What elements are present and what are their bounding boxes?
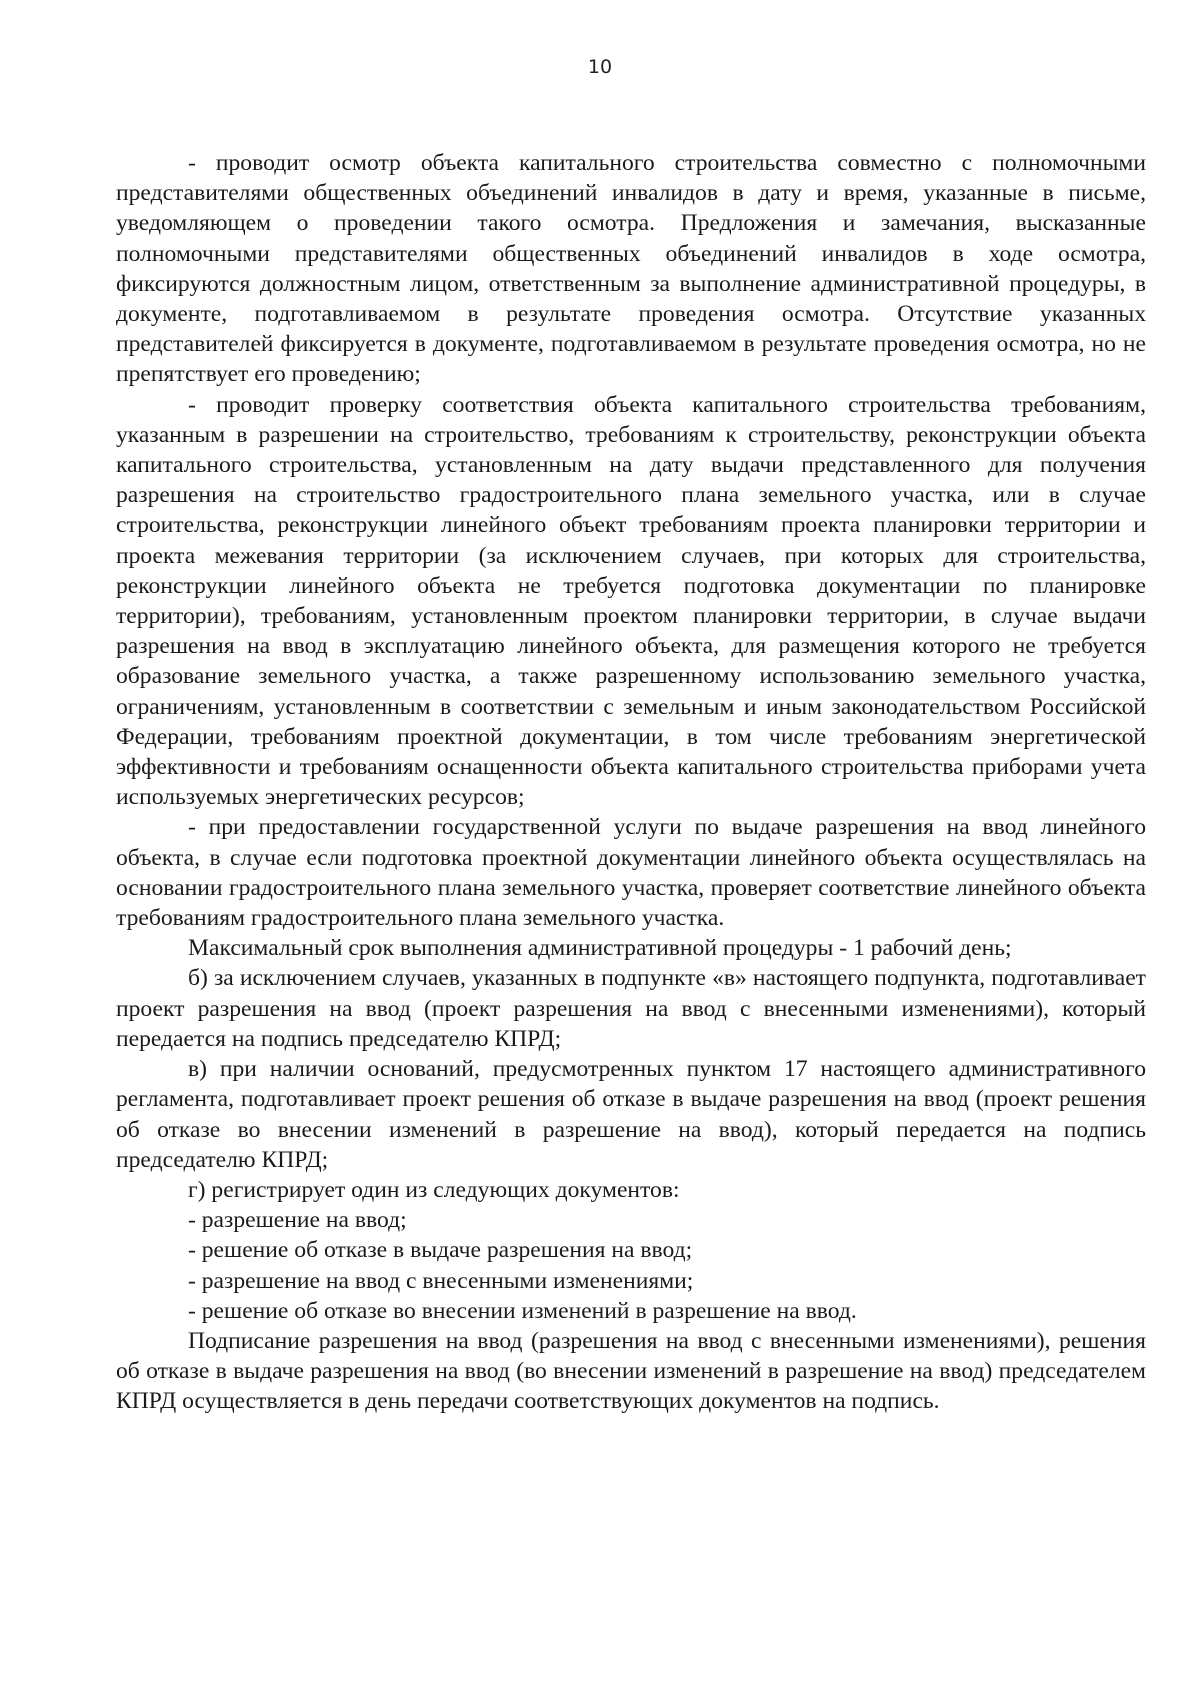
paragraph-item-v: в) при наличии оснований, предусмотренных пунктом 17 настоящего административного регламента, подготавливает проект решения об отказе в выдаче разрешения на ввод (проект решения об отказе во внесении изменений в разрешение на ввод), который передается на подпись председателю КПРД;	[116, 1056, 1146, 1173]
list-item-permit-amended: - разрешение на ввод с внесенными изменениями;	[188, 1267, 694, 1294]
paragraph-linear-object-check: - при предоставлении государственной услуги по выдаче разрешения на ввод линейного объекта, в случае если подготовка проектной документации линейного объекта осуществлялась на основании градостроительного плана земельного участка, проверяет соответствие линейного объекта требованиям градостроительного плана земельного участка.	[116, 814, 1146, 932]
paragraph-compliance-check: - проводит проверку соответствия объекта капитального строительства требованиям, указанным в разрешении на строительство, требованиям к строительству, реконструкции объекта капитального строительства, установленным на дату выдачи представленного для получения разрешения на строительство градостроительного плана земельного участка, или в случае строительства, реконструкции линейного объект требованиям проекта планировки территории и проекта межевания территории (за исключением случаев, при которых для строительства, реконструкции линейного объекта не требуется подготовка документации по планировке территории), требованиям, установленным проектом планировки территории, в случае выдачи разрешения на ввод в эксплуатацию линейного объекта, для размещения которого не требуется образование земельного участка, а также разрешенному использованию земельного участка, ограничениям, установленным в соответствии с земельным и иным законодательством Российской Федерации, требованиям проектной документации, в том числе требованиям энергетической эффективности и требованиям оснащенности объекта капитального строительства приборами учета используемых энергетических ресурсов;	[116, 391, 1146, 811]
document-body	[116, 148, 1146, 1417]
list-item-refusal: - решение об отказе в выдаче разрешения на ввод;	[188, 1237, 693, 1264]
paragraph-item-b: б) за исключением случаев, указанных в подпункте «в» настоящего подпункта, подготавливает проект разрешения на ввод (проект разрешения на ввод с внесенными изменениями), который передается на подпись председателю КПРД;	[116, 965, 1146, 1052]
paragraph-max-term: Максимальный срок выполнения административной процедуры - 1 рабочий день;	[188, 935, 1012, 962]
page-number: 10	[587, 56, 613, 78]
list-item-permit: - разрешение на ввод;	[188, 1207, 407, 1234]
paragraph-inspection: - проводит осмотр объекта капитального строительства совместно с полномочными представителями общественных объединений инвалидов в дату и время, указанные в письме, уведомляющем о проведении такого осмотра. Предложения и замечания, высказанные полномочными представителями общественных объединений инвалидов в ходе осмотра, фиксируются должностным лицом, ответственным за выполнение административной процедуры, в документе, подготавливаемом в результате проведения осмотра. Отсутствие указанных представителей фиксируется в документе, подготавливаемом в результате проведения осмотра, но не препятствует его проведению;	[116, 150, 1146, 388]
paragraph-item-g: г) регистрирует один из следующих документов:	[188, 1176, 680, 1203]
list-item-refusal-amendment: - решение об отказе во внесении изменений в разрешение на ввод.	[188, 1297, 857, 1324]
paragraph-signing: Подписание разрешения на ввод (разрешения на ввод с внесенными изменениями), решения об отказе в выдаче разрешения на ввод (во внесении изменений в разрешение на ввод) председателем КПРД осуществляется в день передачи соответствующих документов на подпись.	[116, 1327, 1146, 1415]
